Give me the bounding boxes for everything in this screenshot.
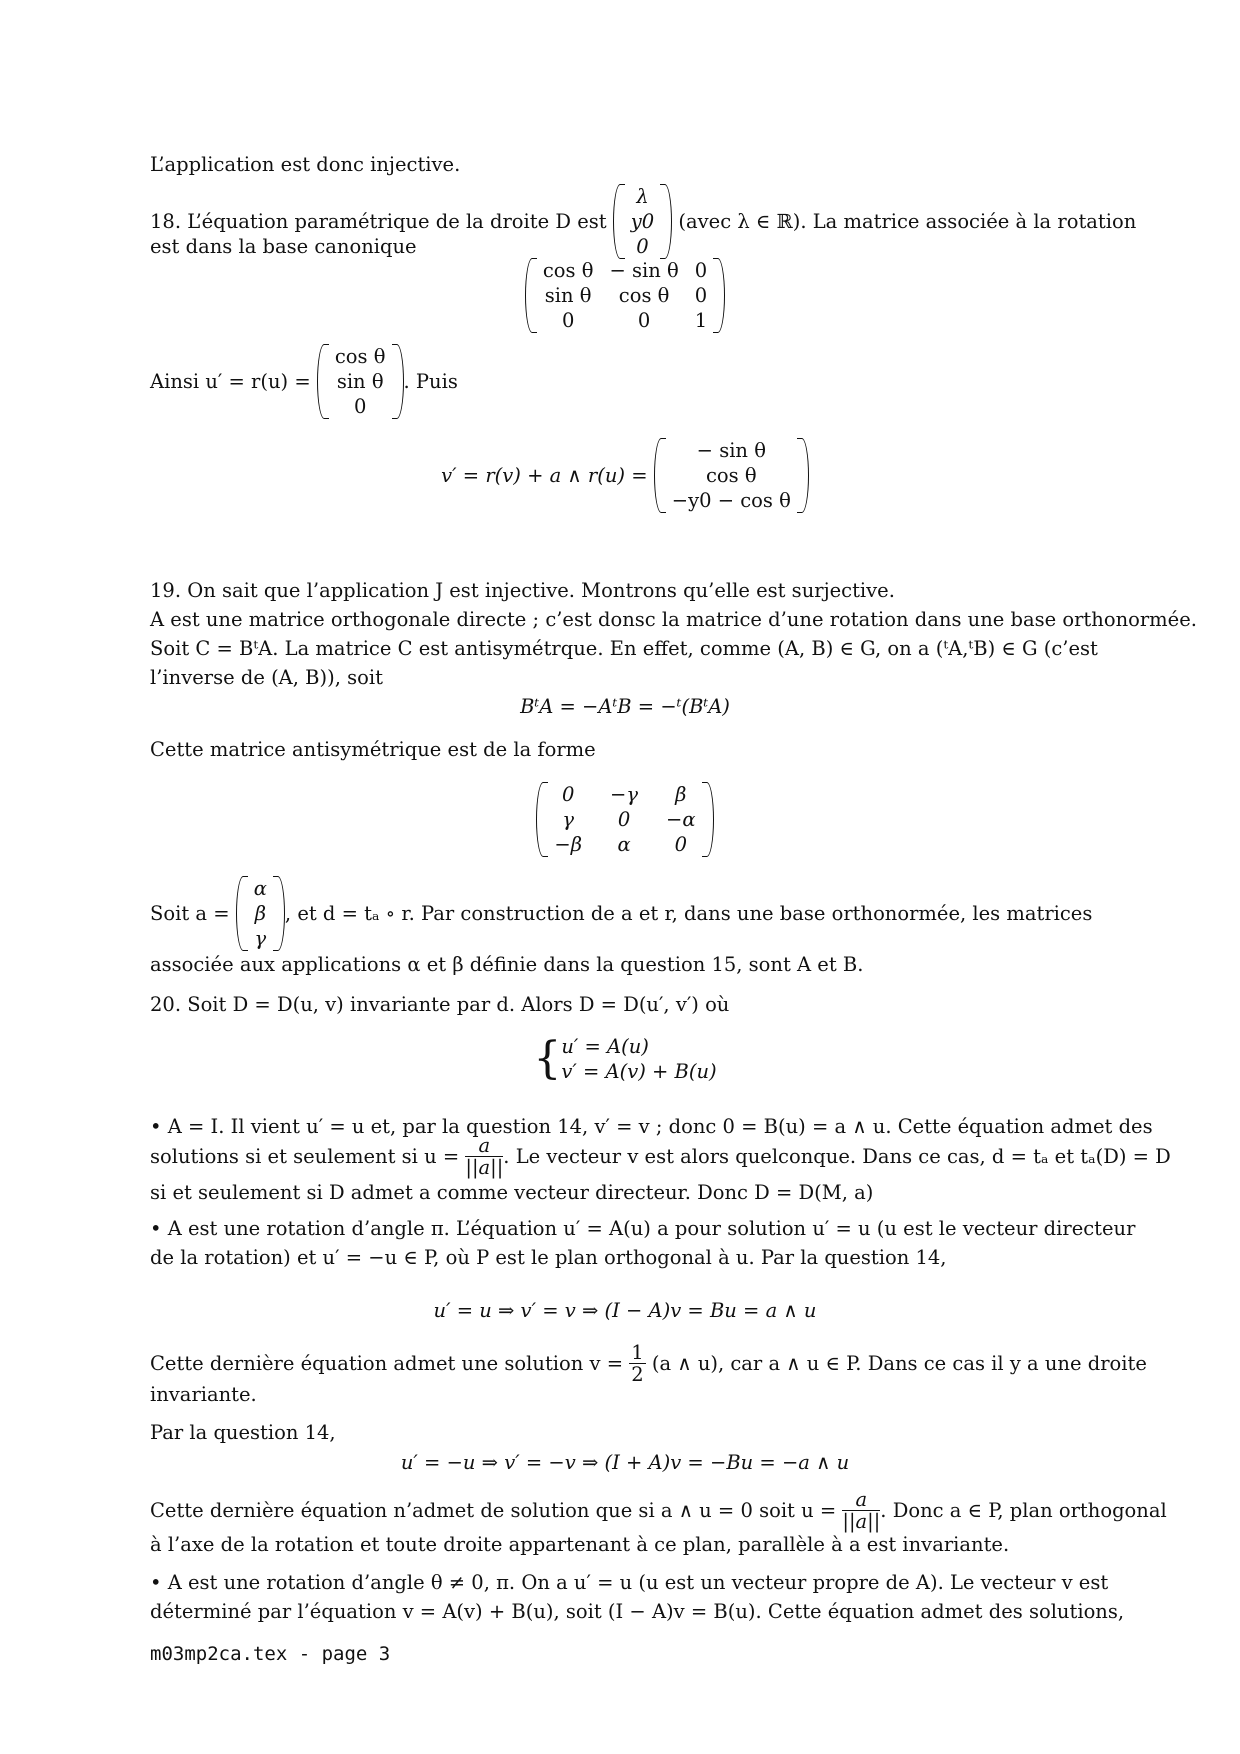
unit-vector-fraction [842, 1489, 880, 1532]
text-line: Par la question 14, [150, 1421, 336, 1444]
vector-entry: α [253, 876, 267, 900]
after-a-text: , et d = tₐ ∘ r. Par construction de a et r, dans une base orthonormée, les matrices [284, 901, 1093, 925]
v-prime-lhs: v′ = r(v) + a ∧ r(u) = [441, 463, 648, 487]
system-eq-2: v′ = A(v) + B(u) [561, 1060, 717, 1083]
text-segment: Cette dernière équation n’admet de solution que si a ∧ u = 0 soit u = [150, 1498, 837, 1522]
matrix-entry: 0 [694, 284, 708, 307]
matrix-entry: 0 [561, 309, 575, 332]
text-line: déterminé par l’équation v = A(v) + B(u), soit (I − A)v = B(u). Cette équation admet des solutions, [150, 1600, 1125, 1623]
matrix-entry: α [617, 833, 631, 856]
left-brace: { [533, 1033, 562, 1084]
text-line: A est une matrice orthogonale directe ; c’est donsc la matrice d’une rotation dans une base orthonormée. [150, 608, 1197, 631]
text-line: • A est une rotation d’angle π. L’équation u′ = A(u) a pour solution u′ = u (u est le vecteur directeur [150, 1217, 1136, 1240]
text-line: Soit C = BᵗA. La matrice C est antisymétrque. En effet, comme (A, B) ∈ G, on a (ᵗA,ᵗB) ∈ G (c’est [150, 637, 1098, 660]
matrix-entry: −γ [610, 783, 639, 806]
vector-entry: − sin θ [696, 438, 766, 462]
text-line: Cette matrice antisymétrique est de la forme [150, 738, 596, 761]
ainsi-text: Ainsi u′ = r(u) = [150, 369, 311, 393]
text-line: 19. On sait que l’application J est injective. Montrons qu’elle est surjective. [150, 579, 895, 602]
text-line: • A est une rotation d’angle θ ≠ 0, π. On a u′ = u (u est un vecteur propre de A). Le vecteur v est [150, 1571, 1109, 1594]
matrix-entry: −α [666, 808, 696, 831]
unit-vector-fraction [465, 1135, 503, 1178]
q18-after: (avec λ ∈ ℝ). La matrice associée à la rotation [678, 209, 1137, 233]
matrix-entry: 0 [637, 309, 651, 332]
fraction-denominator: 2 [631, 1362, 644, 1386]
vector-entry: sin θ [336, 369, 384, 393]
matrix-entry: β [675, 783, 687, 806]
half-fraction [629, 1342, 645, 1385]
matrix-entry: sin θ [544, 284, 592, 307]
ainsi-line [150, 338, 1100, 424]
matrix-entry: 0 [562, 783, 575, 806]
vector-entry: 0 [636, 234, 649, 258]
antisymmetric-matrix [536, 782, 713, 857]
fraction-numerator: 1 [631, 1340, 644, 1364]
vector-entry: β [254, 901, 266, 925]
matrix-entry: 1 [694, 309, 708, 332]
text-line: • A = I. Il vient u′ = u et, par la question 14, v′ = v ; donc 0 = B(u) = a ∧ u. Cette équation admet des [150, 1115, 1153, 1138]
vector-entry: −y0 − cos θ [671, 488, 791, 512]
matrix-entry: −β [554, 833, 583, 856]
matrix-entry: γ [562, 808, 575, 831]
text-line: invariante. [150, 1383, 257, 1406]
rotation-matrix-block [150, 258, 1100, 333]
vector-entry: λ [636, 184, 649, 208]
implication-equation-2: u′ = −u ⇒ v′ = −v ⇒ (I + A)v = −Bu = −a ∧ u [400, 1451, 850, 1474]
v-prime-vector [654, 438, 809, 513]
matrix-entry: − sin θ [609, 259, 679, 282]
fraction-numerator: a [842, 1489, 880, 1511]
soit-a-line [150, 870, 1100, 956]
text-line: est dans la base canonique [150, 235, 417, 258]
no-solution-line [150, 1486, 1167, 1534]
vector-entry: y0 [630, 209, 655, 233]
v-prime-equation [150, 432, 1100, 518]
matrix-entry: 0 [694, 259, 708, 282]
soit-a-text: Soit a = [150, 901, 230, 925]
fraction-denominator: ||a|| [465, 1155, 504, 1179]
text-segment: . Donc a ∈ P, plan orthogonal [880, 1498, 1167, 1522]
text-segment: . Le vecteur v est alors quelconque. Dans ce cas, d = tₐ et tₐ(D) = D [503, 1144, 1171, 1168]
antisymmetric-matrix-block [150, 782, 1100, 857]
a-vector [236, 876, 285, 951]
vector-entry: 0 [353, 394, 367, 418]
matrix-entry: cos θ [542, 259, 594, 282]
text-segment: solutions si et seulement si u = [150, 1144, 460, 1168]
text-line: si et seulement si D admet a comme vecteur directeur. Donc D = D(M, a) [150, 1181, 874, 1204]
u-prime-vector [317, 344, 404, 419]
text-line: à l’axe de la rotation et toute droite appartenant à ce plan, parallèle à a est invariante. [150, 1533, 1010, 1556]
matrix-entry: cos θ [618, 284, 670, 307]
text-segment: (a ∧ u), car a ∧ u ∈ P. Dans ce cas il y a une droite [651, 1351, 1147, 1375]
text-line: 20. Soit D = D(u, v) invariante par d. Alors D = D(u′, v′) où [150, 993, 730, 1016]
text-line: associée aux applications α et β définie dans la question 15, sont A et B. [150, 953, 864, 976]
page-footer: m03mp2ca.tex - page 3 [150, 1643, 391, 1665]
vector-entry: cos θ [334, 344, 386, 368]
rotation-matrix [525, 258, 725, 333]
text-line: de la rotation) et u′ = −u ∈ P, où P est le plan orthogonal à u. Par la question 14, [150, 1246, 947, 1269]
text-line: L’application est donc injective. [150, 153, 461, 176]
text-segment: Cette dernière équation admet une solution v = [150, 1351, 624, 1375]
system-eq-1: u′ = A(u) [561, 1035, 649, 1058]
vector-entry: γ [254, 926, 267, 950]
matrix-entry: 0 [674, 833, 688, 856]
system-of-equations [150, 1034, 1100, 1084]
fraction-line [150, 1132, 1171, 1180]
fraction-numerator: a [465, 1135, 503, 1157]
transpose-equation: BᵗA = −AᵗB = −ᵗ(BᵗA) [520, 695, 730, 718]
puis-text: . Puis [403, 369, 458, 393]
fraction-denominator: ||a|| [842, 1509, 881, 1533]
vector-entry: cos θ [706, 463, 757, 487]
q18-intro: 18. L’équation paramétrique de la droite D est [150, 209, 607, 233]
text-line: l’inverse de (A, B)), soit [150, 666, 383, 689]
implication-equation-1: u′ = u ⇒ v′ = v ⇒ (I − A)v = Bu = a ∧ u [433, 1299, 817, 1322]
matrix-entry: 0 [617, 808, 631, 831]
